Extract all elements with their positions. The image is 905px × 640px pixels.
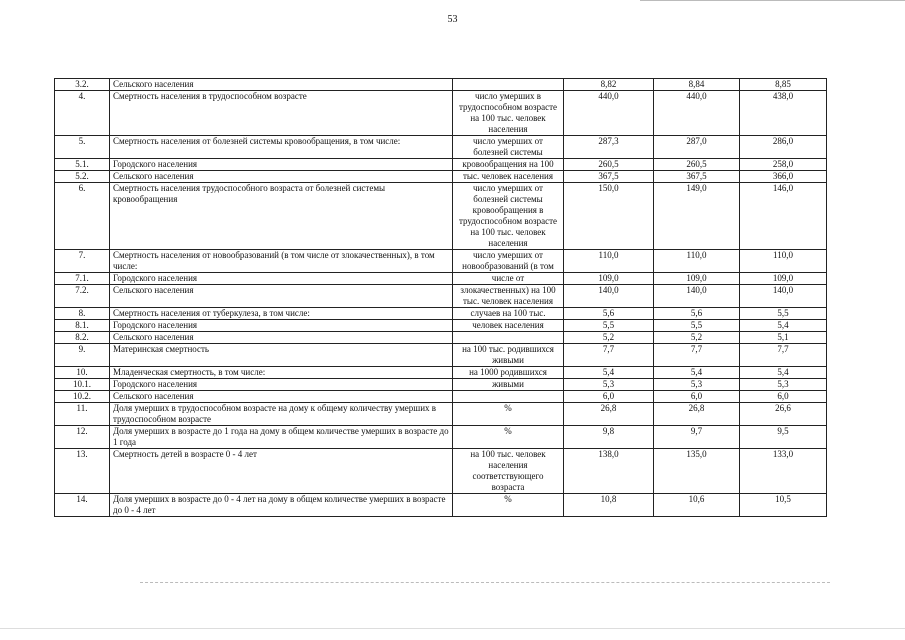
indicators-table [54, 78, 827, 517]
indicator-name: Смертность населения в трудоспособном возрасте [110, 91, 453, 136]
value-year-3: 6,0 [740, 391, 827, 403]
indicator-name: Доля умерших в возрасте до 1 года на дому в общем количестве умерших в возрасте до 1 года [110, 426, 453, 449]
row-number: 10.1. [55, 379, 110, 391]
table-row [55, 250, 827, 273]
row-number: 9. [55, 344, 110, 367]
indicator-name: Смертность детей в возрасте 0 - 4 лет [110, 449, 453, 494]
value-year-1: 5,4 [564, 367, 654, 379]
indicator-name: Материнская смертность [110, 344, 453, 367]
row-number: 7. [55, 250, 110, 273]
value-year-1: 287,3 [564, 136, 654, 159]
value-year-1: 8,82 [564, 79, 654, 91]
row-number: 14. [55, 494, 110, 517]
unit-of-measure: на 100 тыс. родившихся живыми [453, 344, 564, 367]
value-year-3: 110,0 [740, 250, 827, 273]
value-year-1: 140,0 [564, 285, 654, 308]
value-year-2: 6,0 [654, 391, 740, 403]
row-number: 8.1. [55, 320, 110, 332]
value-year-3: 140,0 [740, 285, 827, 308]
unit-of-measure: на 1000 родившихся [453, 367, 564, 379]
unit-of-measure: % [453, 494, 564, 517]
table-row [55, 344, 827, 367]
table-row [55, 91, 827, 136]
value-year-2: 5,5 [654, 320, 740, 332]
scan-footer-line [140, 582, 830, 583]
row-number: 11. [55, 403, 110, 426]
value-year-3: 438,0 [740, 91, 827, 136]
indicator-name: Городского населения [110, 320, 453, 332]
table-row [55, 426, 827, 449]
value-year-3: 286,0 [740, 136, 827, 159]
value-year-1: 7,7 [564, 344, 654, 367]
value-year-2: 440,0 [654, 91, 740, 136]
value-year-3: 5,3 [740, 379, 827, 391]
value-year-2: 5,2 [654, 332, 740, 344]
value-year-3: 5,1 [740, 332, 827, 344]
scan-bottom-edge [0, 628, 905, 629]
indicator-name: Сельского населения [110, 79, 453, 91]
table-row [55, 367, 827, 379]
value-year-2: 5,3 [654, 379, 740, 391]
row-number: 12. [55, 426, 110, 449]
row-number: 10.2. [55, 391, 110, 403]
value-year-3: 5,5 [740, 308, 827, 320]
row-number: 5.2. [55, 171, 110, 183]
value-year-1: 109,0 [564, 273, 654, 285]
unit-of-measure: живыми [453, 379, 564, 391]
scan-edge [640, 0, 905, 1]
unit-of-measure: человек населения [453, 320, 564, 332]
table-row [55, 379, 827, 391]
value-year-3: 26,6 [740, 403, 827, 426]
unit-of-measure: числе от [453, 273, 564, 285]
value-year-1: 260,5 [564, 159, 654, 171]
indicator-name: Городского населения [110, 379, 453, 391]
table-row [55, 136, 827, 159]
table-row [55, 159, 827, 171]
value-year-2: 8,84 [654, 79, 740, 91]
unit-of-measure [453, 332, 564, 344]
unit-of-measure: % [453, 426, 564, 449]
row-number: 3.2. [55, 79, 110, 91]
unit-of-measure: число умерших от болезней системы [453, 136, 564, 159]
row-number: 8.2. [55, 332, 110, 344]
value-year-2: 135,0 [654, 449, 740, 494]
value-year-1: 5,5 [564, 320, 654, 332]
value-year-1: 26,8 [564, 403, 654, 426]
value-year-2: 10,6 [654, 494, 740, 517]
indicator-name: Сельского населения [110, 391, 453, 403]
indicator-name: Смертность населения от туберкулеза, в том числе: [110, 308, 453, 320]
unit-of-measure: кровообращения на 100 [453, 159, 564, 171]
indicator-name: Сельского населения [110, 332, 453, 344]
table-row [55, 308, 827, 320]
indicator-name: Смертность населения от новообразований (в том числе от злокачественных), в том числе: [110, 250, 453, 273]
table-row [55, 494, 827, 517]
value-year-2: 26,8 [654, 403, 740, 426]
indicator-name: Доля умерших в трудоспособном возрасте на дому к общему количеству умерших в трудоспособном возрасте [110, 403, 453, 426]
unit-of-measure: число умерших от новообразований (в том [453, 250, 564, 273]
indicator-name: Городского населения [110, 273, 453, 285]
table-row [55, 320, 827, 332]
value-year-2: 287,0 [654, 136, 740, 159]
value-year-2: 110,0 [654, 250, 740, 273]
table-row [55, 79, 827, 91]
indicator-name: Сельского населения [110, 171, 453, 183]
value-year-2: 9,7 [654, 426, 740, 449]
value-year-1: 138,0 [564, 449, 654, 494]
value-year-2: 140,0 [654, 285, 740, 308]
unit-of-measure: злокачественных) на 100 тыс. человек населения [453, 285, 564, 308]
value-year-2: 149,0 [654, 183, 740, 250]
value-year-2: 5,6 [654, 308, 740, 320]
value-year-2: 7,7 [654, 344, 740, 367]
unit-of-measure: случаев на 100 тыс. [453, 308, 564, 320]
value-year-3: 5,4 [740, 367, 827, 379]
value-year-2: 367,5 [654, 171, 740, 183]
value-year-3: 258,0 [740, 159, 827, 171]
row-number: 10. [55, 367, 110, 379]
value-year-3: 8,85 [740, 79, 827, 91]
row-number: 8. [55, 308, 110, 320]
value-year-3: 5,4 [740, 320, 827, 332]
value-year-1: 5,3 [564, 379, 654, 391]
unit-of-measure: % [453, 403, 564, 426]
unit-of-measure: на 100 тыс. человек населения соответствующего возраста [453, 449, 564, 494]
indicator-name: Городского населения [110, 159, 453, 171]
value-year-2: 260,5 [654, 159, 740, 171]
table-row [55, 183, 827, 250]
value-year-1: 5,2 [564, 332, 654, 344]
table-row [55, 403, 827, 426]
value-year-3: 146,0 [740, 183, 827, 250]
unit-of-measure: число умерших в трудоспособном возрасте на 100 тыс. человек населения [453, 91, 564, 136]
row-number: 7.1. [55, 273, 110, 285]
row-number: 5. [55, 136, 110, 159]
row-number: 6. [55, 183, 110, 250]
row-number: 4. [55, 91, 110, 136]
table-row [55, 332, 827, 344]
unit-of-measure: тыс. человек населения [453, 171, 564, 183]
table-row [55, 449, 827, 494]
row-number: 7.2. [55, 285, 110, 308]
indicator-name: Смертность населения трудоспособного возраста от болезней системы кровообращения [110, 183, 453, 250]
value-year-2: 109,0 [654, 273, 740, 285]
value-year-1: 6,0 [564, 391, 654, 403]
value-year-1: 150,0 [564, 183, 654, 250]
table-row [55, 391, 827, 403]
value-year-3: 9,5 [740, 426, 827, 449]
table-body [55, 79, 827, 517]
value-year-1: 9,8 [564, 426, 654, 449]
unit-of-measure: число умерших от болезней системы кровообращения в трудоспособном возрасте на 100 тыс. человек населения [453, 183, 564, 250]
indicator-name: Младенческая смертность, в том числе: [110, 367, 453, 379]
value-year-2: 5,4 [654, 367, 740, 379]
value-year-1: 10,8 [564, 494, 654, 517]
value-year-3: 109,0 [740, 273, 827, 285]
value-year-3: 7,7 [740, 344, 827, 367]
table-row [55, 285, 827, 308]
row-number: 5.1. [55, 159, 110, 171]
row-number: 13. [55, 449, 110, 494]
unit-of-measure [453, 391, 564, 403]
page-number: 53 [447, 14, 458, 25]
unit-of-measure [453, 79, 564, 91]
value-year-3: 366,0 [740, 171, 827, 183]
table-row [55, 171, 827, 183]
value-year-1: 110,0 [564, 250, 654, 273]
value-year-3: 10,5 [740, 494, 827, 517]
value-year-1: 440,0 [564, 91, 654, 136]
indicator-name: Сельского населения [110, 285, 453, 308]
value-year-1: 5,6 [564, 308, 654, 320]
indicator-name: Доля умерших в возрасте до 0 - 4 лет на дому в общем количестве умерших в возрасте до 0 - 4 лет [110, 494, 453, 517]
value-year-3: 133,0 [740, 449, 827, 494]
value-year-1: 367,5 [564, 171, 654, 183]
indicator-name: Смертность населения от болезней системы кровообращения, в том числе: [110, 136, 453, 159]
table-row [55, 273, 827, 285]
